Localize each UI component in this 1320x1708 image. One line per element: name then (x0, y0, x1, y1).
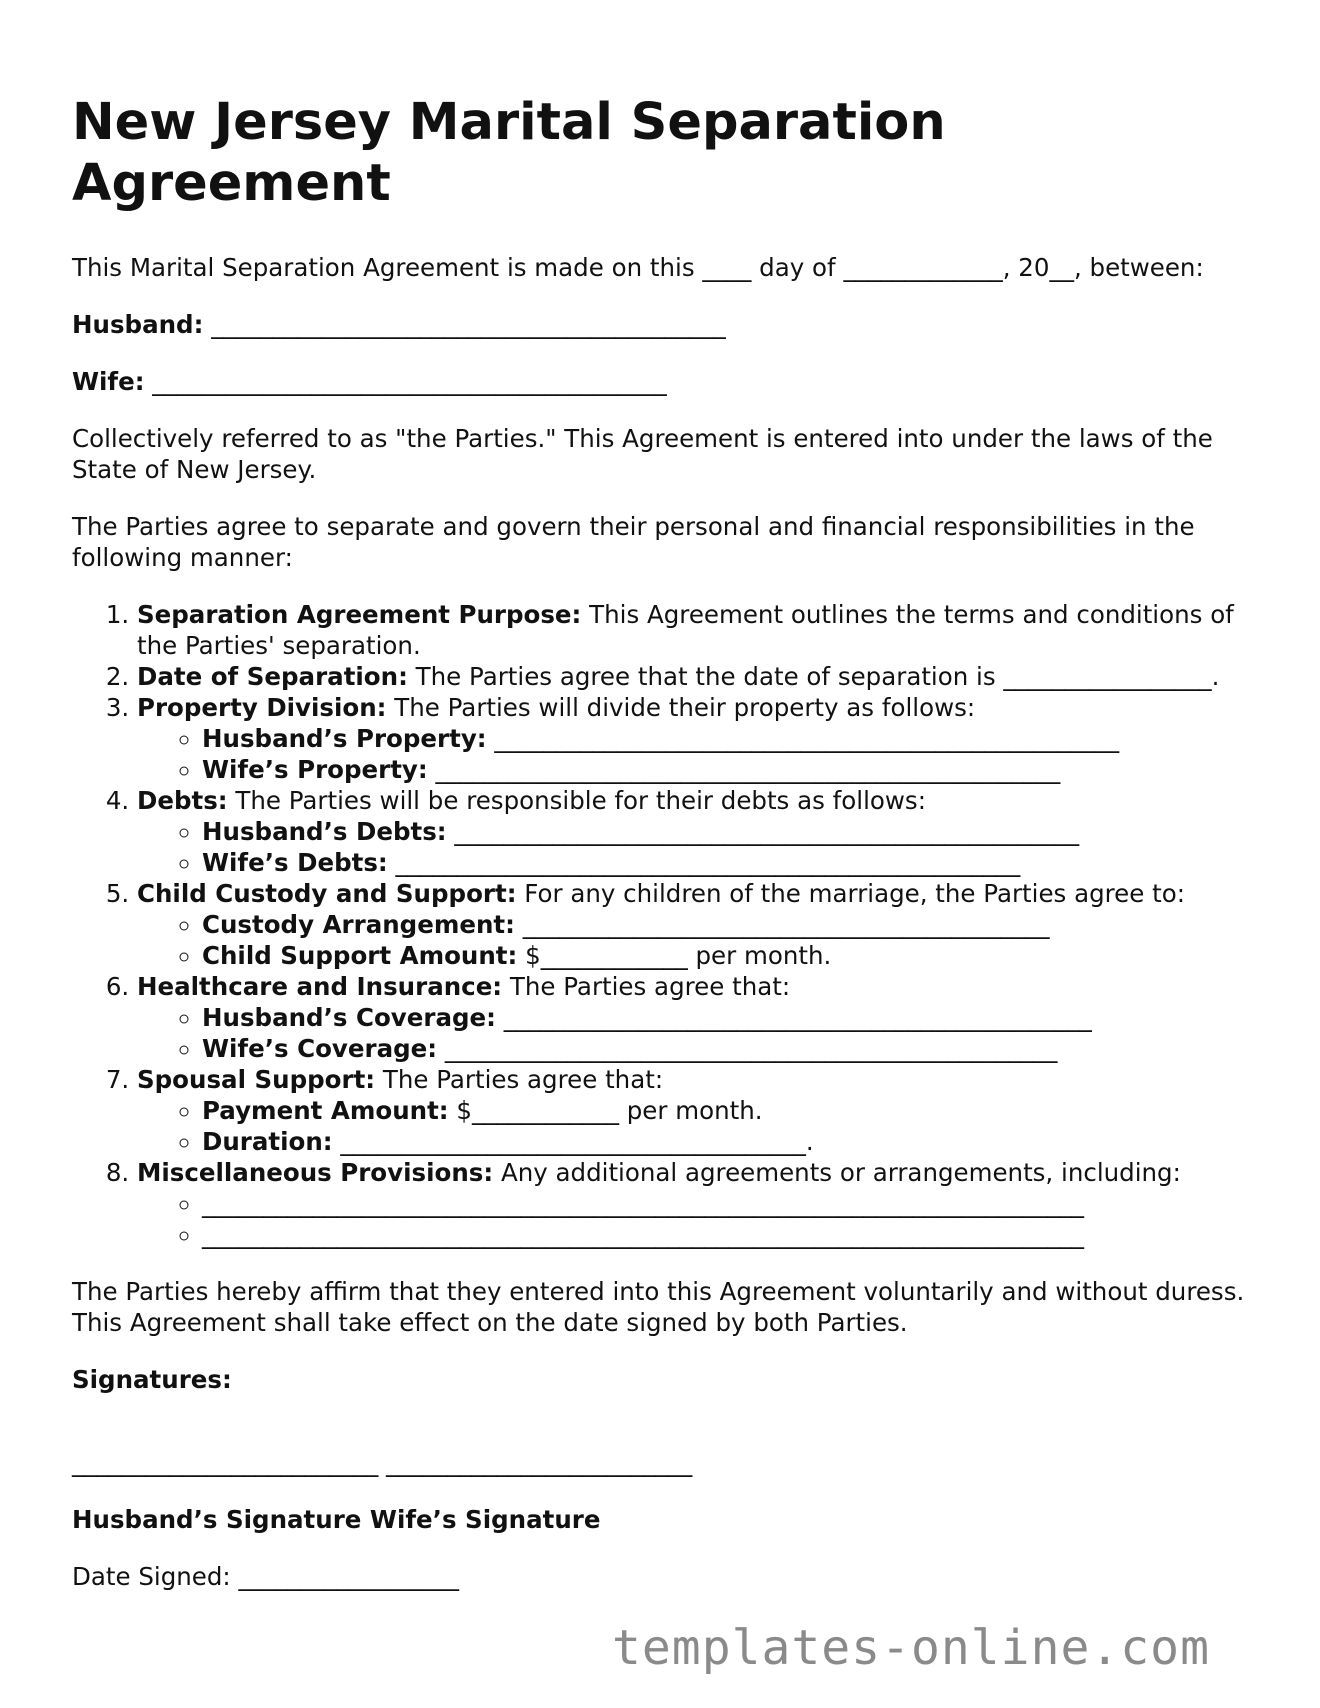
term-subitem[interactable] (202, 723, 1252, 754)
subitem-label: Wife’s Property: (202, 755, 428, 784)
term-subitem[interactable] (202, 1002, 1252, 1033)
term-label: Date of Separation: (137, 662, 408, 691)
term-subitem[interactable] (202, 1126, 1252, 1157)
term-item (137, 692, 1252, 785)
subitem-blank[interactable]: ________________________________________________ (495, 1003, 1092, 1032)
date-signed-blank[interactable]: __________________ (238, 1562, 459, 1591)
term-text: Any additional agreements or arrangements, including: (493, 1158, 1181, 1187)
subitem-blank[interactable]: ______________________________________. (332, 1127, 814, 1156)
term-sublist (137, 816, 1252, 878)
husband-name-blank[interactable]: __________________________________________ (211, 310, 726, 339)
subitem-label: Wife’s Coverage: (202, 1034, 438, 1063)
term-text: For any children of the marriage, the Parties agree to: (516, 879, 1185, 908)
term-label: Separation Agreement Purpose: (137, 600, 582, 629)
term-label: Spousal Support: (137, 1065, 376, 1094)
subitem-label: Custody Arrangement: (202, 910, 515, 939)
term-item (137, 661, 1252, 692)
document-title: New Jersey Marital Separation Agreement (72, 93, 946, 213)
subitem-label: Payment Amount: (202, 1096, 449, 1125)
wife-label: Wife: (72, 367, 145, 396)
terms-list (72, 599, 1252, 1250)
collective-paragraph: Collectively referred to as "the Parties." This Agreement is entered into under the laws of the State of New Jersey. (72, 424, 1213, 484)
subitem-blank[interactable]: $____________ per month. (517, 941, 832, 970)
term-subitem[interactable] (202, 754, 1252, 785)
subitem-blank[interactable]: ________________________________________________________________________ (202, 1189, 1084, 1218)
intro-paragraph: This Marital Separation Agreement is made on this ____ day of _____________, 20__, between: (72, 253, 1204, 282)
signatures-heading-text: Signatures: (72, 1365, 232, 1394)
term-label: Child Custody and Support: (137, 879, 517, 908)
term-item (137, 1157, 1252, 1250)
term-item (137, 1064, 1252, 1157)
term-subitem[interactable] (202, 1188, 1252, 1219)
term-subitem[interactable] (202, 1219, 1252, 1250)
term-text: The Parties agree that: (502, 972, 791, 1001)
subitem-label: Duration: (202, 1127, 333, 1156)
signatures-heading (72, 1364, 1252, 1395)
wife-line (72, 366, 1252, 397)
agreement-document (72, 92, 1252, 1618)
term-text: The Parties agree that: (375, 1065, 664, 1094)
term-sublist (137, 1002, 1252, 1064)
term-label: Debts: (137, 786, 228, 815)
subitem-label: Husband’s Coverage: (202, 1003, 496, 1032)
term-text: The Parties will be responsible for their debts as follows: (227, 786, 926, 815)
term-subitem[interactable] (202, 940, 1252, 971)
term-label: Miscellaneous Provisions: (137, 1158, 494, 1187)
date-signed-label: Date Signed: (72, 1562, 231, 1591)
subitem-blank[interactable]: ___________________________________________________ (446, 817, 1080, 846)
date-signed-line (72, 1561, 1252, 1592)
subitem-label: Husband’s Property: (202, 724, 487, 753)
term-subitem[interactable] (202, 816, 1252, 847)
subitem-blank[interactable]: $____________ per month. (448, 1096, 763, 1125)
term-subitem[interactable] (202, 909, 1252, 940)
subitem-blank[interactable]: ___________________________________________ (514, 910, 1050, 939)
signature-labels (72, 1504, 1252, 1535)
term-sublist (137, 723, 1252, 785)
subitem-blank[interactable]: ___________________________________________________ (387, 848, 1021, 877)
term-text: This Agreement outlines the terms and conditions of the Parties' separation. (137, 600, 1234, 660)
agree-intro-paragraph: The Parties agree to separate and govern their personal and financial responsibilities in the following manner: (72, 512, 1195, 572)
term-subitem[interactable] (202, 1033, 1252, 1064)
watermark-text: templates-online.com (612, 1620, 1210, 1676)
wife-name-blank[interactable]: __________________________________________ (152, 367, 667, 396)
term-item (137, 785, 1252, 878)
subitem-label: Wife’s Debts: (202, 848, 388, 877)
affirm-paragraph: The Parties hereby affirm that they entered into this Agreement voluntarily and without duress. This Agreement shall take effect on the date signed by both Parties. (72, 1277, 1245, 1337)
subitem-blank[interactable]: ___________________________________________________ (427, 755, 1061, 784)
husband-label: Husband: (72, 310, 204, 339)
term-item (137, 971, 1252, 1064)
term-text: The Parties will divide their property as follows: (386, 693, 976, 722)
subitem-label: Child Support Amount: (202, 941, 518, 970)
term-subitem[interactable] (202, 1095, 1252, 1126)
term-item (137, 599, 1252, 661)
term-item (137, 878, 1252, 971)
subitem-label: Husband’s Debts: (202, 817, 447, 846)
husband-line (72, 309, 1252, 340)
term-text: The Parties agree that the date of separation is _________________. (407, 662, 1220, 691)
term-sublist (137, 1188, 1252, 1250)
subitem-blank[interactable]: ___________________________________________________ (486, 724, 1120, 753)
term-sublist (137, 909, 1252, 971)
term-label: Healthcare and Insurance: (137, 972, 503, 1001)
term-subitem[interactable] (202, 847, 1252, 878)
subitem-blank[interactable]: __________________________________________________ (437, 1034, 1058, 1063)
term-label: Property Division: (137, 693, 387, 722)
signature-lines[interactable]: _________________________ _________________________ (72, 1448, 693, 1477)
subitem-blank[interactable]: ________________________________________________________________________ (202, 1220, 1084, 1249)
term-sublist (137, 1095, 1252, 1157)
signature-labels-text: Husband’s Signature Wife’s Signature (72, 1505, 601, 1534)
